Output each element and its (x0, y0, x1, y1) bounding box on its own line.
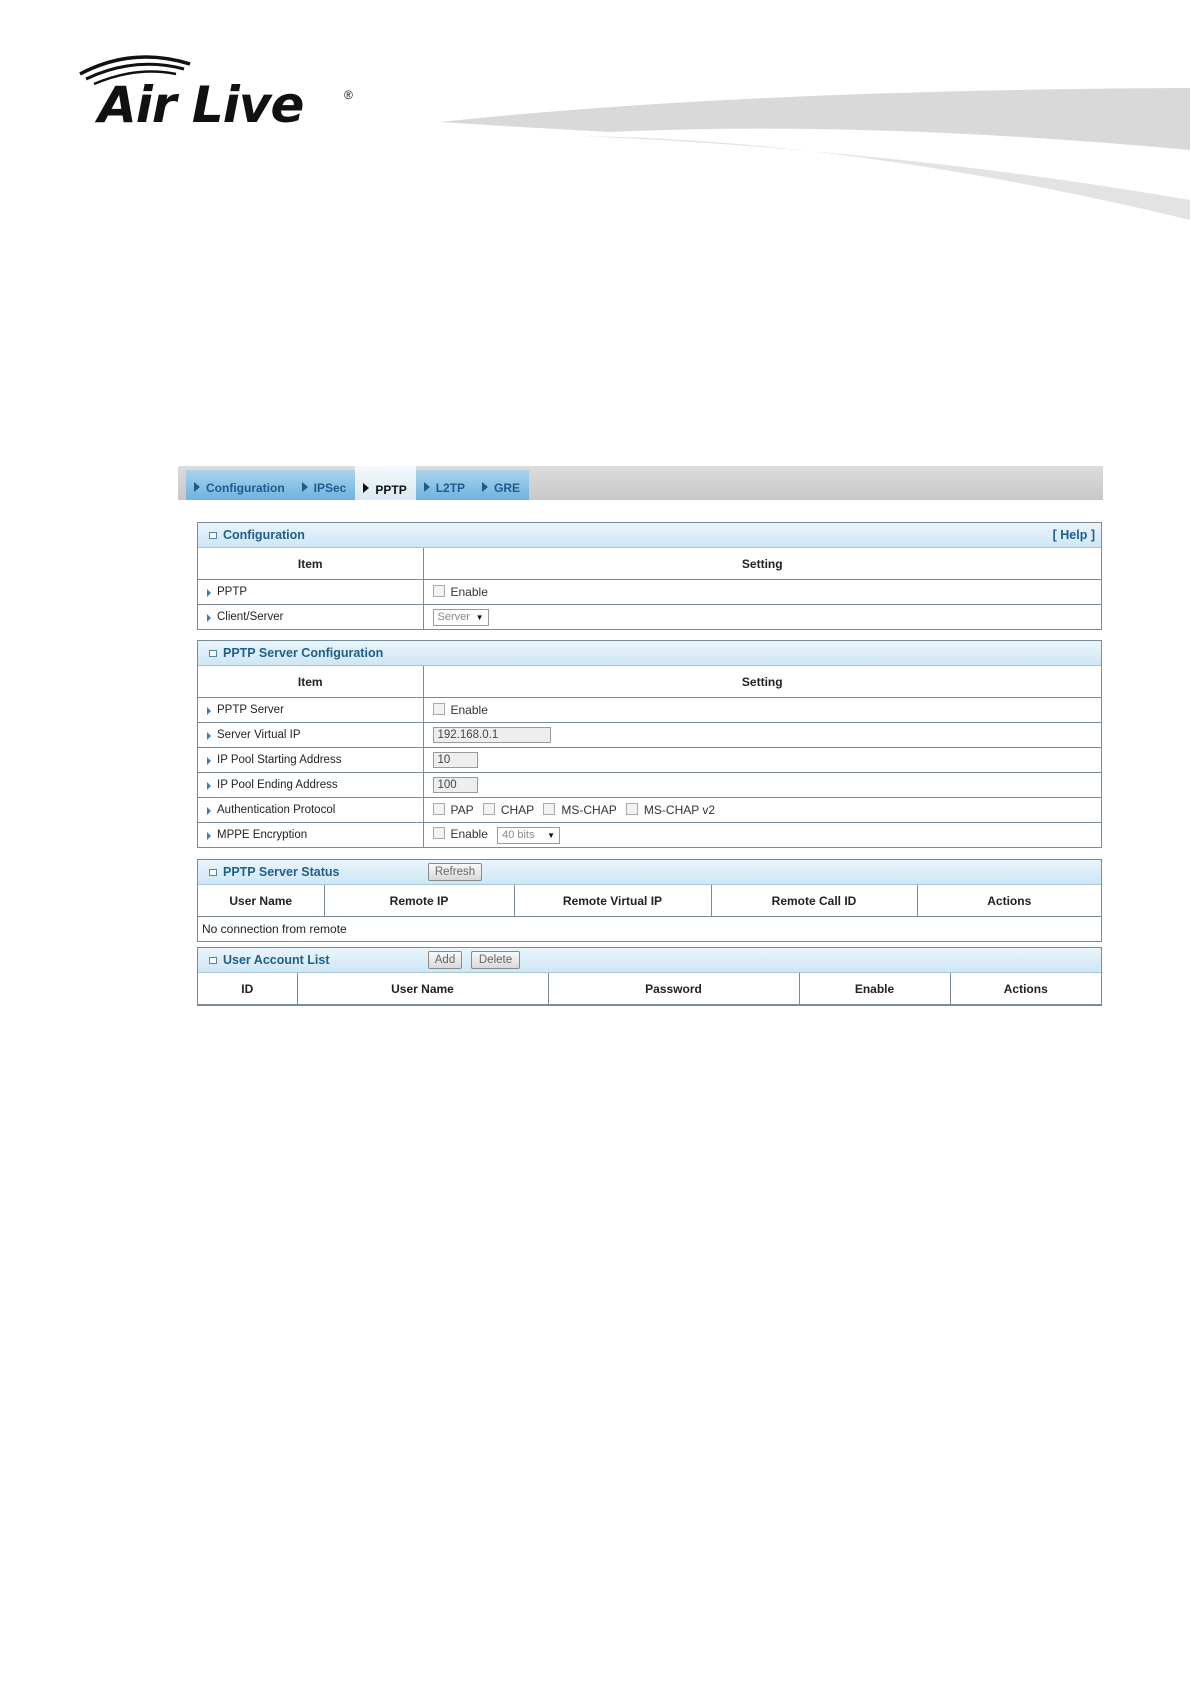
column-header-password: Password (548, 973, 799, 1005)
row-label-pptp-server: PPTP Server (198, 698, 423, 723)
mppe-enable-checkbox[interactable] (433, 827, 445, 839)
refresh-button[interactable]: Refresh (428, 863, 482, 881)
mppe-enable-label: Enable (450, 827, 488, 842)
tab-arrow-icon (302, 482, 308, 492)
auth-ms-chap-v2-label: MS-CHAP v2 (643, 803, 716, 817)
auth-chap-checkbox[interactable] (483, 803, 495, 815)
panel-collapse-icon[interactable] (209, 957, 217, 964)
ip-pool-start-input[interactable]: 10 (433, 752, 478, 768)
column-header-item: Item (198, 548, 423, 580)
table-row (198, 698, 1101, 723)
panel-header (198, 860, 1101, 885)
chevron-down-icon: ▼ (547, 830, 556, 840)
ip-pool-end-input[interactable]: 100 (433, 777, 478, 793)
table-row (198, 723, 1101, 748)
airlive-logo (78, 52, 358, 137)
panel-collapse-icon[interactable] (209, 869, 217, 876)
pptp-server-enable-label: Enable (450, 703, 488, 717)
user-account-list-panel (197, 947, 1102, 1006)
column-header-enable: Enable (799, 973, 950, 1005)
logo-wordmark: Air Live (98, 76, 304, 134)
panel-title: User Account List (223, 953, 330, 967)
tab-gre[interactable]: GRE (474, 470, 529, 500)
table-row (198, 773, 1101, 798)
chevron-down-icon: ▼ (475, 612, 484, 622)
column-header-id: ID (198, 973, 297, 1005)
row-label-client-server: Client/Server (198, 605, 423, 630)
bullet-arrow-icon (207, 732, 211, 740)
tab-arrow-icon (482, 482, 488, 492)
vpn-tab-bar (178, 466, 1103, 500)
pptp-enable-label: Enable (450, 585, 488, 599)
tab-ipsec[interactable]: IPSec (294, 470, 356, 500)
table-row (198, 798, 1101, 823)
tab-arrow-icon (363, 483, 369, 493)
table-row (198, 748, 1101, 773)
column-header-remote-ip: Remote IP (324, 885, 514, 917)
table-row (198, 917, 1101, 942)
panel-title: PPTP Server Configuration (223, 646, 384, 660)
bullet-arrow-icon (207, 707, 211, 715)
column-header-remote-call-id: Remote Call ID (711, 885, 917, 917)
panel-header (198, 641, 1101, 666)
delete-user-button[interactable]: Delete (471, 951, 520, 969)
table-row (198, 823, 1101, 848)
help-link[interactable]: [ Help ] (1052, 528, 1095, 542)
client-server-select[interactable]: Server ▼ (433, 609, 489, 626)
bullet-arrow-icon (207, 614, 211, 622)
tab-pptp[interactable]: PPTP (355, 466, 415, 500)
panel-collapse-icon[interactable] (209, 650, 217, 657)
auth-ms-chap-checkbox[interactable] (543, 803, 555, 815)
header-swoosh-decoration (440, 80, 1190, 230)
auth-pap-label: PAP (450, 803, 474, 817)
column-header-user-name: User Name (198, 885, 324, 917)
empty-status-message: No connection from remote (202, 922, 347, 936)
pptp-server-configuration-panel (197, 640, 1102, 848)
bullet-arrow-icon (207, 589, 211, 597)
auth-pap-checkbox[interactable] (433, 803, 445, 815)
mppe-bits-select[interactable]: 40 bits ▼ (497, 827, 560, 844)
panel-header (198, 948, 1101, 973)
auth-ms-chap-label: MS-CHAP (561, 803, 617, 817)
registered-mark: ® (344, 88, 353, 102)
bullet-arrow-icon (207, 832, 211, 840)
tab-arrow-icon (194, 482, 200, 492)
row-label-server-virtual-ip: Server Virtual IP (198, 723, 423, 748)
tab-configuration[interactable]: Configuration (186, 470, 294, 500)
row-label-ip-pool-start: IP Pool Starting Address (198, 748, 423, 773)
panel-collapse-icon[interactable] (209, 532, 217, 539)
pptp-enable-checkbox[interactable] (433, 585, 445, 597)
row-label-pptp: PPTP (198, 580, 423, 605)
auth-ms-chap-v2-checkbox[interactable] (626, 803, 638, 815)
column-header-remote-virtual-ip: Remote Virtual IP (514, 885, 711, 917)
column-header-user-name: User Name (297, 973, 548, 1005)
pptp-server-enable-checkbox[interactable] (433, 703, 445, 715)
row-label-ip-pool-end: IP Pool Ending Address (198, 773, 423, 798)
table-row (198, 580, 1101, 605)
bullet-arrow-icon (207, 757, 211, 765)
pptp-server-status-panel (197, 859, 1102, 942)
add-user-button[interactable]: Add (428, 951, 462, 969)
column-header-item: Item (198, 666, 423, 698)
column-header-setting: Setting (423, 666, 1101, 698)
panel-header (198, 523, 1101, 548)
server-virtual-ip-input[interactable]: 192.168.0.1 (433, 727, 551, 743)
column-header-actions: Actions (950, 973, 1101, 1005)
tab-arrow-icon (424, 482, 430, 492)
panel-title: PPTP Server Status (223, 865, 340, 879)
table-row (198, 605, 1101, 630)
auth-chap-label: CHAP (500, 803, 535, 817)
row-label-mppe-encryption: MPPE Encryption (198, 823, 423, 848)
row-label-authentication-protocol: Authentication Protocol (198, 798, 423, 823)
bullet-arrow-icon (207, 807, 211, 815)
column-header-setting: Setting (423, 548, 1101, 580)
bullet-arrow-icon (207, 782, 211, 790)
column-header-actions: Actions (917, 885, 1101, 917)
tab-l2tp[interactable]: L2TP (416, 470, 474, 500)
panel-title: Configuration (223, 528, 305, 542)
configuration-panel (197, 522, 1102, 630)
